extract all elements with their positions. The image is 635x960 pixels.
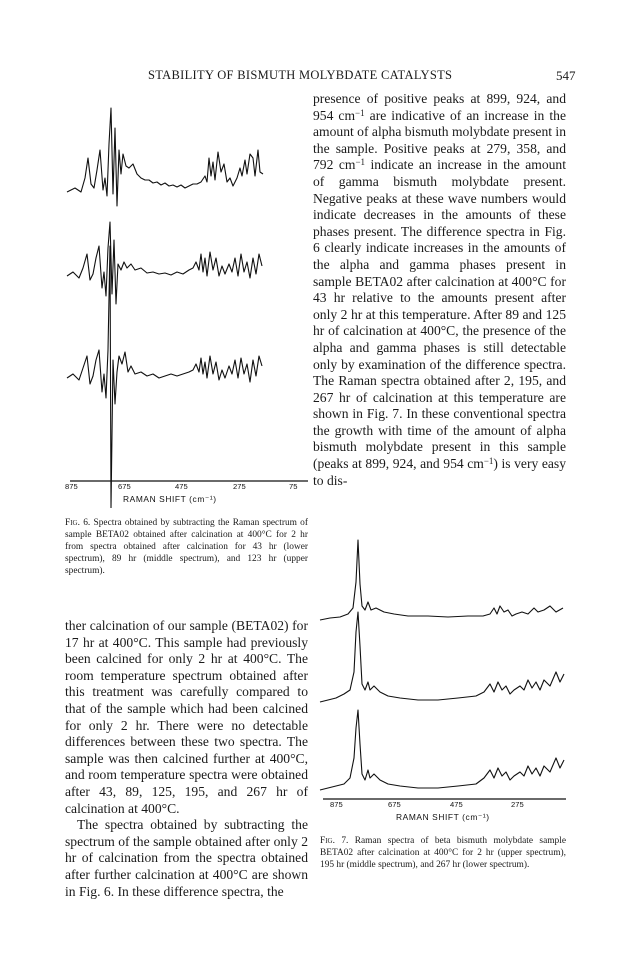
fig7-middle-spectrum [320,612,564,702]
paragraph: ther calcination of our sample (BETA02) for 17 hr at 400°C. This sample had previously been calcined for only 2 hr at 400°C. The room temperature spectrum obtained after this treatment was carefully compared to that of the sample which had been calcined for only 2 hr. There were no detectable differences between these two spectra. The sample was then calcined further at 400°C, and room temperature spectra were obtained after 43, 89, 125, 195, and 267 hr of calcination at 400°C. [65,618,308,816]
caption-lead: Fig. 7. [320,836,349,846]
fig7-tick-label: 675 [388,800,401,809]
fig6-tick-label: 75 [289,482,298,491]
fig6-middle-spectrum [67,222,262,304]
fig6-lower-spectrum [67,246,262,508]
fig7-upper-spectrum [320,540,563,620]
fig6-tick-labels [65,482,297,491]
fig7-tick-label: 475 [450,800,463,809]
fig6-tick-label: 875 [65,482,78,491]
fig7-tick-label: 275 [511,800,524,809]
fig7-lower-spectrum [320,710,564,790]
fig6-upper-spectrum [67,108,263,206]
caption-text: Raman spectra of beta bismuth molybdate sample BETA02 after calcination at 400°C for 2 hr (upper spectrum), 195 hr (middle spectrum), and 267 hr (lower spectrum). [320,836,566,870]
page-header [0,68,635,88]
fig6-tick-label: 675 [118,482,131,491]
fig6-tick-label: 475 [175,482,188,491]
right-column-text [313,91,566,489]
paragraph: The spectra obtained by subtracting the spectrum of the sample obtained after only 2 hr of calcination from the spectra obtained after further calcination at 400°C are shown in Fig. 6. In these difference spectra, the [65,817,308,899]
figure-7-caption [320,835,566,871]
caption-lead: Fig. 6. [65,518,91,528]
fig7-tick-labels [330,800,524,809]
page-number: 547 [556,68,576,83]
figure-6-plot [65,88,310,508]
fig6-tick-label: 275 [233,482,246,491]
left-column-text [65,618,308,900]
fig7-axis-label: RAMAN SHIFT (cm⁻¹) [396,812,490,822]
paragraph: presence of positive peaks at 899, 924, and 954 $cm^{-1}$ are indicative of an increase in the amount of alpha bismuth molybdate present in the sample. Positive peaks at 279, 358, and 792 $cm^{-1}$ indicate an increase in the amount of gamma bismuth molybdate present. Negative peaks at these wave numbers would indicate decreases in the amounts of these phases present. The difference spectra in Fig. 6 clearly indicate increases in the amounts of the alpha and gamma phases present in sample BETA02 after calcination at 400°C for 43 hr relative to the amounts present after only 2 hr at this temperature. After 89 and 125 hr of calcination at 400°C, the presence of the alpha and gamma phases is still detectable only by examination of the difference spectra. The Raman spectra obtained after 2, 195, and 267 hr of calcination at this temperature are shown in Fig. 7. In these conventional spectra the growth with time of the amount of alpha bismuth molybdate present in this sample (peaks at 899, 924, and 954 $cm^{-1}$) is very easy to dis- [313,91,566,488]
figure-7-plot [318,522,568,827]
running-title: STABILITY OF BISMUTH MOLYBDATE CATALYSTS [148,68,453,82]
caption-text: Spectra obtained by subtracting the Raman spectrum of sample BETA02 obtained after calcination at 400°C for 2 hr from spectra obtained after calcination for 43 hr (lower spectrum), 89 hr (middle spectrum), and 123 hr (upper spectrum). [65,518,308,576]
fig7-tick-label: 875 [330,800,343,809]
figure-6-caption [65,517,308,577]
fig6-axis-label: RAMAN SHIFT (cm⁻¹) [123,494,217,504]
